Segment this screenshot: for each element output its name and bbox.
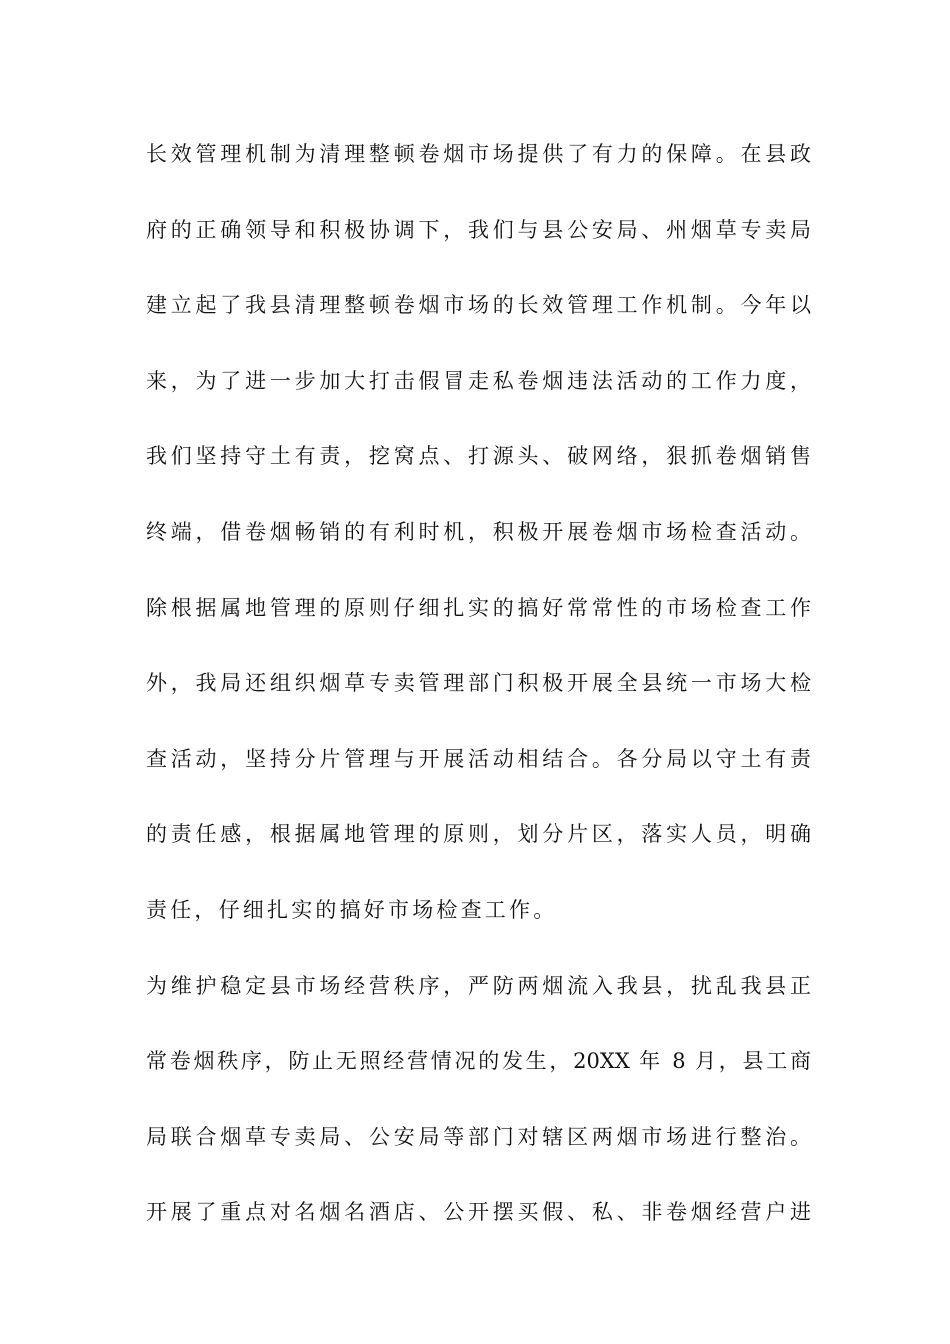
text-line: 查活动，坚持分片管理与开展活动相结合。各分局以守土有责 <box>146 746 811 771</box>
text-line: 常卷烟秩序，防止无照经营情况的发生，20XX 年 8 月，县工商 <box>146 1049 811 1074</box>
body-text <box>146 134 811 1268</box>
text-line: 局联合烟草专卖局、公安局等部门对辖区两烟市场进行整治。 <box>146 1124 811 1149</box>
text-line: 建立起了我县清理整顿卷烟市场的长效管理工作机制。今年以 <box>146 293 811 318</box>
text-line: 终端，借卷烟畅销的有利时机，积极开展卷烟市场检查活动。 <box>146 519 811 544</box>
text-line: 府的正确领导和积极协调下，我们与县公安局、州烟草专卖局 <box>146 217 811 242</box>
text-line: 来，为了进一步加大打击假冒走私卷烟违法活动的工作力度， <box>146 368 811 393</box>
text-line: 开展了重点对名烟名酒店、公开摆买假、私、非卷烟经营户进 <box>146 1200 811 1225</box>
text-line: 为维护稳定县市场经营秩序，严防两烟流入我县，扰乱我县正 <box>146 973 811 998</box>
text-line: 长效管理机制为清理整顿卷烟市场提供了有力的保障。在县政 <box>146 142 811 166</box>
text-line: 外，我局还组织烟草专卖管理部门积极开展全县统一市场大检 <box>146 671 811 696</box>
text-line: 除根据属地管理的原则仔细扎实的搞好常常性的市场检查工作 <box>146 595 811 620</box>
text-line: 的责任感，根据属地管理的原则，划分片区，落实人员，明确 <box>146 822 811 847</box>
text-line: 我们坚持守土有责，挖窝点、打源头、破网络，狠抓卷烟销售 <box>146 444 811 469</box>
paragraph-last-line: 责任，仔细扎实的搞好市场检查工作。 <box>146 897 558 922</box>
